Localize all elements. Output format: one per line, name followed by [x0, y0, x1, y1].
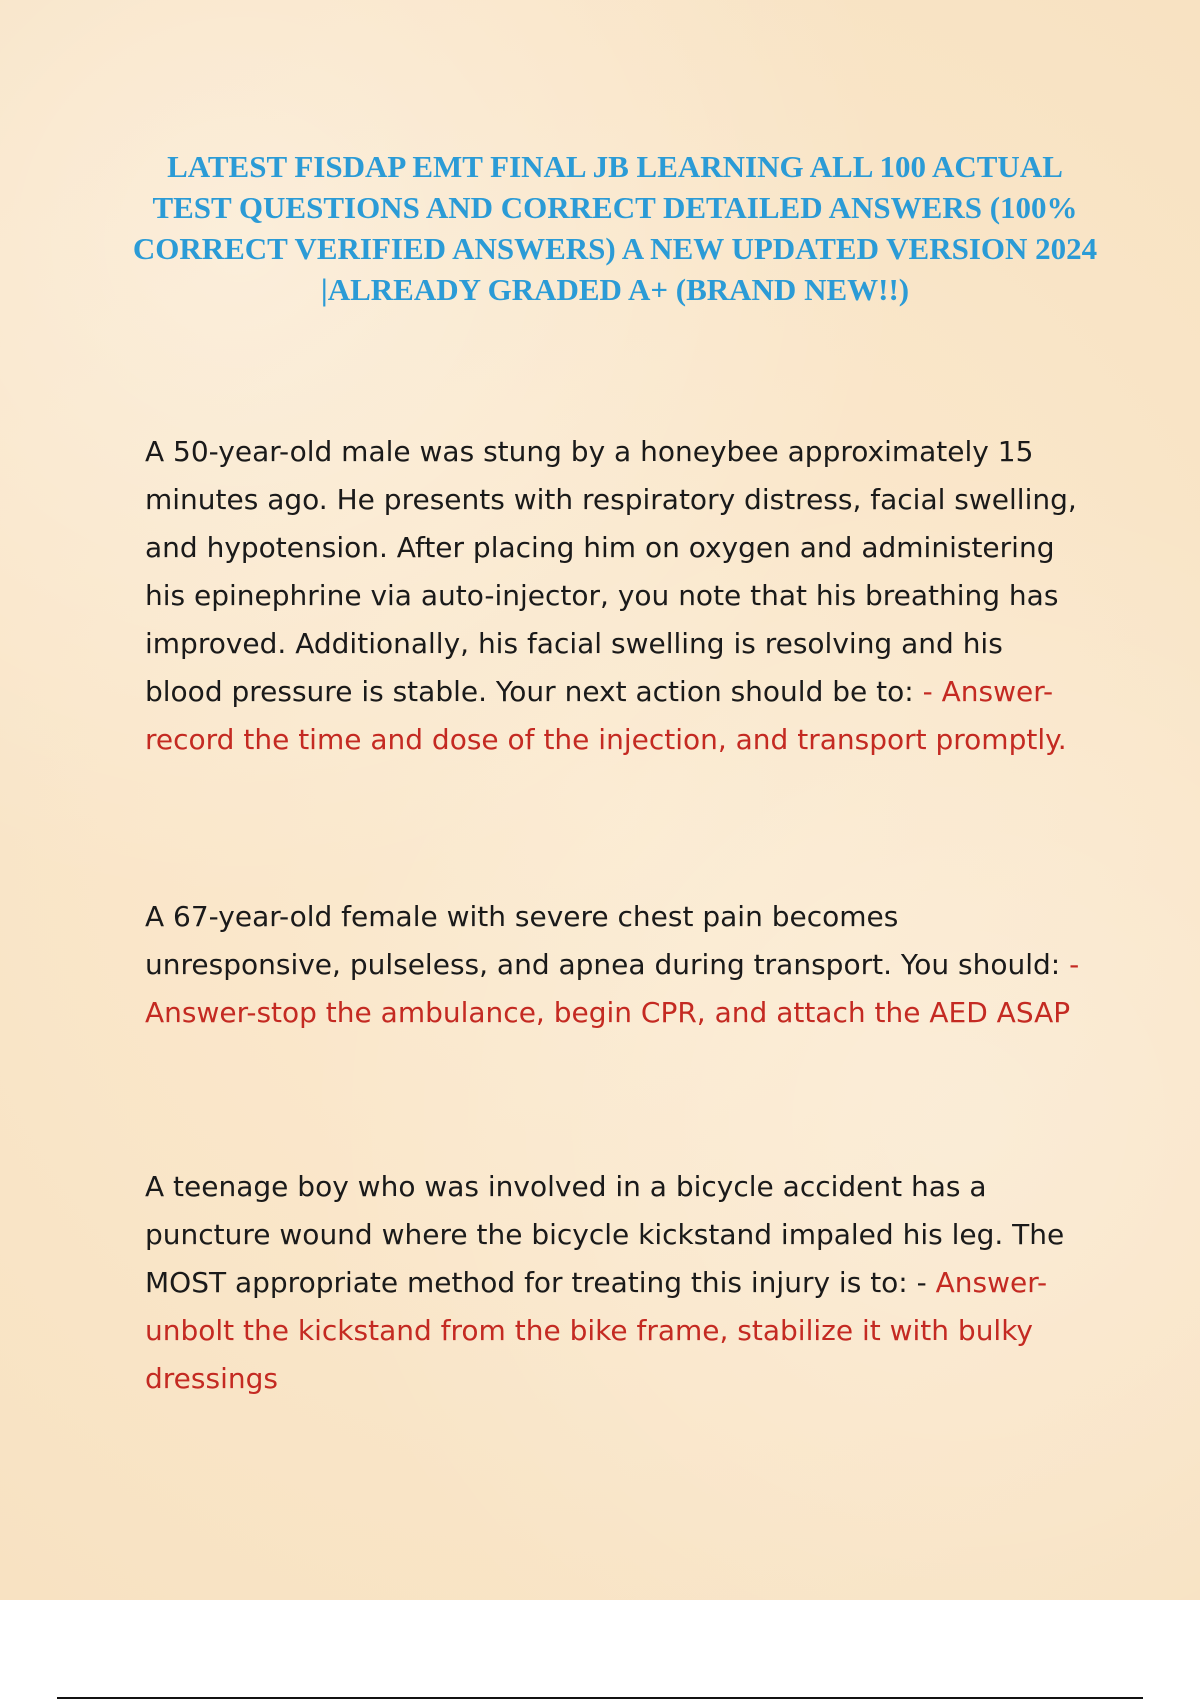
document-title: LATEST FISDAP EMT FINAL JB LEARNING ALL 100 ACTUAL TEST QUESTIONS AND CORRECT DETAILED ANSWERS (100% CORRECT VERIFIED ANSWERS) A NEW UPDATED VERSION 2024 |ALREADY GRADED A+ (BRAND NEW!!) [132, 149, 1098, 307]
qa-item [145, 428, 1085, 764]
qa-item [145, 1163, 1085, 1403]
answer-text: Answer-unbolt the kickstand from the bike frame, stabilize it with bulky dressings [145, 1266, 1048, 1395]
qa-item [145, 893, 1085, 1037]
question-text: A 67-year-old female with severe chest pain becomes unresponsive, pulseless, and apnea during transport. You should: [145, 900, 1070, 981]
question-text: A 50-year-old male was stung by a honeybee approximately 15 minutes ago. He presents with respiratory distress, facial swelling, and hypotension. After placing him on oxygen and administering his epinephrine via auto-injector, you note that his breathing has improved. Additionally, his facial swelling is resolving and his blood pressure is stable. Your next action should be to: [145, 435, 1077, 708]
answer-text: - Answer-stop the ambulance, begin CPR, and attach the AED ASAP [145, 948, 1080, 1029]
footer-divider [57, 1697, 1143, 1699]
question-text: A teenage boy who was involved in a bicycle accident has a puncture wound where the bicycle kickstand impaled his leg. The MOST appropriate method for treating this injury is to: - [145, 1170, 1065, 1299]
answer-text: - Answer-record the time and dose of the injection, and transport promptly. [145, 675, 1067, 756]
